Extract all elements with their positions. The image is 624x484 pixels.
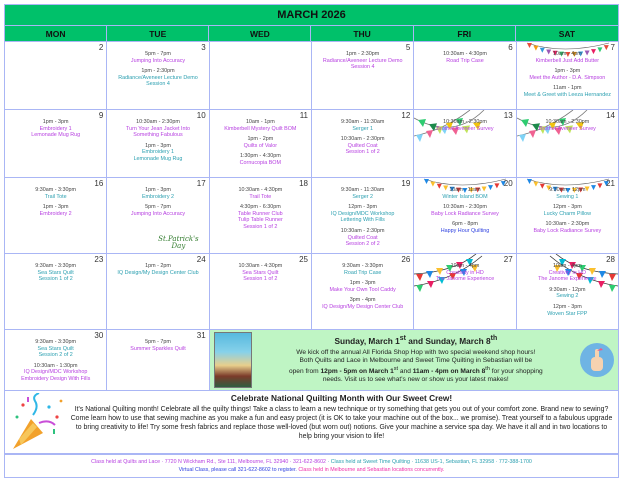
day-cell[interactable]	[517, 254, 619, 330]
day-number: 20	[503, 179, 513, 188]
event[interactable]	[519, 304, 616, 317]
event-time: 3pm - 4pm	[349, 297, 376, 304]
promo-line-4: needs. Visit us to see what's new or show us your latest makes!	[322, 376, 509, 384]
event-title: Lemonade Mug Rug	[31, 132, 81, 139]
day-number: 12	[401, 111, 411, 120]
event[interactable]	[212, 187, 309, 200]
event-title: Brother Aveneer Survey	[538, 125, 596, 132]
promo-line-1: We kick off the annual All Florida Shop Hop with two special weekend shop hours!	[296, 348, 536, 356]
day-number: 6	[508, 43, 513, 52]
event[interactable]	[416, 221, 513, 234]
event[interactable]	[314, 187, 411, 200]
day-cell[interactable]	[312, 254, 414, 330]
event-time: 10:30am - 1:30pm	[33, 362, 78, 369]
event-title: Trail Tote	[44, 193, 67, 200]
event-title: Embroidery 1	[39, 125, 72, 132]
event[interactable]	[314, 136, 411, 156]
event-time: 1pm - 2:30pm	[346, 51, 380, 57]
event-title: Session 4	[350, 64, 375, 71]
event-time: 9:30am - 11:30am	[340, 119, 385, 125]
event[interactable]	[416, 119, 513, 132]
event-title: Quilted Coat	[347, 142, 378, 149]
day-number: 21	[606, 179, 615, 188]
day-number: 30	[94, 331, 104, 340]
event[interactable]	[7, 263, 104, 283]
day-cell[interactable]	[5, 330, 107, 391]
event-title: Kimberbell Mystery Quilt BOM	[224, 125, 297, 132]
event-time: 9:30am - 11:30am	[340, 187, 385, 193]
event[interactable]	[519, 68, 616, 81]
event-title: Turn Your Jean Jacket Into	[126, 125, 190, 132]
event-title: Jumping Into Accuracy	[130, 210, 186, 217]
day-number: 2	[98, 43, 104, 52]
calendar-title: MARCH 2026	[4, 4, 619, 25]
day-number: 23	[94, 255, 104, 264]
event-time: 9:30am - 3:30pm	[35, 187, 77, 193]
day-cell[interactable]	[107, 178, 209, 254]
event[interactable]	[314, 204, 411, 224]
bunting-decoration	[414, 110, 516, 156]
event[interactable]	[416, 187, 513, 200]
day-cell[interactable]	[107, 254, 209, 330]
celebrate-text	[69, 393, 614, 441]
event[interactable]	[7, 187, 104, 200]
day-cell[interactable]	[5, 254, 107, 330]
legend-melbourne: Class held at Quilts and Lace · 7720 N Wickham Rd., Ste 111, Melbourne, FL 32940 · 321-622-8602	[91, 459, 327, 465]
event-title: Session 4	[146, 81, 170, 88]
event-title: Session 1 of 2	[243, 276, 278, 283]
day-number: 24	[196, 255, 206, 264]
event-time: 9:30am - 3:30pm	[35, 263, 77, 269]
event-title: Road Trip Case	[343, 269, 382, 276]
day-number: 28	[606, 255, 615, 264]
event-title: Kimberbell Just Add Butter	[535, 57, 600, 64]
party-popper-icon	[9, 393, 69, 451]
day-cell[interactable]	[210, 110, 312, 178]
event-title: Radiance/Aveneer Lecture Demo	[118, 74, 198, 81]
event-title: Session 2 of 2	[345, 241, 380, 248]
event-time: 6pm - 8pm	[452, 221, 478, 228]
event-time: 1pm - 2pm	[247, 136, 274, 143]
day-number: 27	[503, 255, 513, 264]
event-title: Summer Sparkles Quilt	[130, 345, 186, 352]
event-title: Serger 2	[352, 193, 373, 200]
event-time: 12pm - 3pm	[552, 303, 582, 310]
event-title: The Janome Experience	[538, 276, 597, 283]
day-cell[interactable]	[107, 42, 209, 110]
day-number: 31	[196, 331, 206, 340]
celebrate-banner	[4, 391, 619, 454]
event-time: 10:30am - 2:30pm	[545, 221, 590, 228]
event[interactable]	[7, 339, 104, 359]
event[interactable]	[314, 297, 411, 310]
day-number: 26	[401, 255, 411, 264]
reminder-finger-icon	[580, 343, 614, 377]
event[interactable]	[109, 68, 206, 88]
event-title: Sewing 2	[556, 293, 579, 300]
day-number: 18	[299, 179, 308, 188]
day-number: 10	[196, 111, 206, 120]
event-title: Woven Star FPP	[547, 310, 588, 317]
event[interactable]	[212, 263, 309, 283]
event-time: 10:30am - 2:30pm	[545, 119, 590, 125]
event-title: IQ Design/My Design Center Club	[117, 269, 199, 276]
event[interactable]	[519, 204, 616, 217]
event-title: Embroidery 2	[141, 193, 175, 200]
day-cell[interactable]	[107, 330, 209, 391]
event[interactable]	[519, 287, 616, 300]
event-title: Creativity in HD	[446, 269, 484, 276]
event-time: 10:30am - 4:30pm	[238, 187, 283, 193]
event[interactable]	[519, 263, 616, 283]
event-title: IQ Design/MDC Workshop	[330, 210, 395, 217]
event-time: 10am - 4pm	[552, 263, 582, 269]
celebrate-title: Celebrate National Quilting Month with Our Sweet Crew!	[230, 393, 453, 403]
event[interactable]	[7, 363, 104, 383]
event-title: Session 1 of 2	[38, 276, 73, 283]
weekday-wed: WED	[209, 26, 311, 41]
event-title: Radiance/Aveneer Lecture Demo	[322, 57, 403, 64]
event-title: Cornucopia BOM	[239, 159, 281, 166]
event[interactable]	[314, 228, 411, 248]
day-number: 17	[196, 179, 206, 188]
promo-line-2: Both Quilts and Lace in Melbourne and Sweet Time Quilting in Sebastian will be	[299, 357, 533, 365]
day-number: 9	[98, 111, 104, 120]
event-title: Session 1 of 2	[243, 223, 278, 230]
event-time: 10am - 4pm	[450, 263, 480, 269]
event-time: 10:30am - 2:30pm	[443, 204, 487, 211]
promo-text	[252, 335, 580, 384]
event-time: 1pm - 2pm	[145, 263, 171, 269]
event-title: Table Runner Club	[238, 210, 283, 217]
event-time: 12pm - 3pm	[348, 204, 378, 211]
event-time: 9:30am - 12pm	[549, 286, 586, 293]
event-title: Happy Hour Quilting	[440, 227, 490, 234]
event[interactable]	[519, 187, 616, 200]
promo-title: Sunday, March 1st and Sunday, March 8th	[334, 335, 498, 347]
day-cell[interactable]	[210, 254, 312, 330]
day-cell[interactable]	[414, 254, 516, 330]
weekday-thu: THU	[311, 26, 413, 41]
event[interactable]	[519, 119, 616, 132]
event-title: IQ Design/MDC Workshop	[23, 369, 88, 376]
day-number: 16	[94, 179, 104, 188]
event-time: 10:30am - 4:30pm	[443, 51, 487, 57]
event-title: Sewing 1	[556, 193, 579, 200]
event-title: Trail Tote	[249, 193, 272, 200]
day-number: 14	[606, 111, 615, 120]
event[interactable]	[212, 136, 309, 149]
calendar-grid	[4, 42, 619, 391]
event[interactable]	[109, 51, 206, 64]
day-cell[interactable]	[517, 178, 619, 254]
event-title: Make Your Own Tool Caddy	[329, 286, 396, 293]
weekday-sat: SAT	[558, 28, 576, 39]
legend-separator: ·	[326, 459, 331, 465]
event-title: Brother Aveneer Survey	[436, 125, 494, 132]
promo-line-3: open from 12pm - 5pm on March 1st and 11am - 4pm on March 8th for your shopping	[288, 365, 543, 375]
event-time: 4:30pm - 6:30pm	[239, 204, 281, 211]
event-time: 1pm - 2:30pm	[141, 68, 175, 75]
location-legend	[4, 454, 619, 478]
celebrate-body: It's National Quilting month! Celebrate all the quilty things! Take a class to learn a new technique or try something that gets you out of your comfort zone. Brand new to sewing? Come learn how to use that sewing machine as you make a fun and easy project (it is OK to take your machine out of the box... we promise). Treat yourself to a fabulous upgrade to bring creativity to life! Try some fresh fabrics and replace those well-loved (but worn out) notions. Give your machine a service spa day. We have it all and in two locations to help bring your vision to life!	[70, 405, 613, 441]
event-time: 10:30am - 2:30pm	[136, 119, 180, 125]
event-time: 10:30am - 2:30pm	[340, 136, 385, 143]
event[interactable]	[314, 51, 411, 71]
event-title: Creativity in HD	[548, 269, 587, 276]
day-number: 3	[201, 43, 206, 52]
event[interactable]	[7, 119, 104, 139]
event-time: 9:30am - 3:30pm	[342, 263, 384, 269]
event-title: Lemonade Mug Rug	[133, 155, 183, 162]
event-title: Embroidery Design With Fills	[21, 375, 91, 382]
day-cell[interactable]	[5, 42, 107, 110]
event-title: Meet & Greet with Leeza Hernandez	[523, 91, 611, 98]
event-time: 11am - 1pm	[553, 85, 582, 92]
event-time: 10am - 1pm	[245, 119, 275, 125]
event-time: 1pm - 3pm	[42, 119, 69, 125]
weekday-header	[4, 25, 619, 42]
day-cell[interactable]	[414, 110, 516, 178]
day-cell[interactable]	[517, 42, 619, 110]
event[interactable]	[109, 143, 206, 163]
day-cell[interactable]	[5, 110, 107, 178]
day-cell[interactable]	[517, 110, 619, 178]
event-title: Sea Stars Quilt	[242, 269, 279, 276]
event[interactable]	[109, 263, 206, 276]
event-title: Session 2 of 2	[38, 352, 73, 359]
event[interactable]	[7, 204, 104, 217]
day-cell[interactable]	[312, 110, 414, 178]
event[interactable]	[416, 263, 513, 283]
event-time: 5pm - 7pm	[145, 339, 171, 345]
weekday-mon: MON	[5, 26, 107, 41]
event-time: 5pm - 7pm	[145, 204, 171, 211]
event[interactable]	[314, 263, 411, 276]
event[interactable]	[519, 51, 616, 64]
event-title: Something Fabulous	[133, 132, 183, 139]
day-cell[interactable]	[414, 42, 516, 110]
legend-both: Class held in Melbourne and Sebastian locations concurrently.	[296, 466, 445, 473]
event[interactable]	[519, 221, 616, 234]
bunting-decoration	[517, 110, 619, 156]
event-time: 5pm - 7pm	[145, 51, 171, 57]
event[interactable]	[519, 85, 616, 98]
event[interactable]	[109, 187, 206, 200]
event-time: 1pm - 3pm	[145, 142, 171, 149]
event-title: Embroidery 2	[39, 210, 72, 217]
event-time: 9:30am - 3:30pm	[35, 339, 77, 345]
event-title: Baby Lock Radiance Survey	[431, 210, 499, 217]
day-number: 13	[503, 111, 513, 120]
event[interactable]	[109, 339, 206, 352]
legend-virtual: Virtual Class, please call 321-622-8602 to register.	[178, 466, 297, 473]
calendar	[4, 4, 619, 478]
event-title: Quilted Coat	[347, 234, 378, 241]
legend-sebastian: Class held at Sweet Time Quilting · 11638 US-1, Sebastian, FL 32958 · 772-388-1700	[330, 459, 532, 465]
day-number: 11	[299, 111, 308, 120]
weekday-tue: TUE	[107, 26, 209, 41]
event-title: Quilts of Valor	[243, 142, 278, 149]
event-title: Lettering With Fills	[340, 217, 385, 224]
event-time: 1pm - 3pm	[42, 204, 69, 211]
event-time: 12pm - 3pm	[552, 204, 582, 211]
event-time: 10am - 11am	[449, 187, 481, 193]
event-title: IQ Design/My Design Center Club	[322, 303, 404, 310]
day-number: 7	[610, 43, 615, 52]
day-cell[interactable]	[414, 178, 516, 254]
event-title: Jumping Into Accuracy	[130, 57, 186, 64]
event-time: 1pm - 3pm	[349, 280, 376, 287]
event-title: Lucky Charm Pillow	[543, 210, 591, 217]
day-number: 19	[401, 179, 411, 188]
event-title: Sea Stars Quilt	[37, 345, 74, 352]
day-number: 5	[405, 43, 411, 52]
day-cell[interactable]	[107, 110, 209, 178]
event-time: 10:30am - 4:30pm	[238, 263, 283, 269]
event-time: 10am - 4pm	[552, 51, 582, 57]
event-title: Sea Stars Quilt	[37, 269, 74, 276]
weekday-fri: FRI	[414, 26, 516, 41]
day-cell[interactable]	[312, 42, 414, 110]
event[interactable]	[212, 204, 309, 230]
st-patricks-day-graphic: St.Patrick's Day	[158, 235, 199, 250]
event-title: Embroidery 1	[141, 149, 175, 156]
event[interactable]	[416, 204, 513, 217]
event-title: Tulip Table Runner	[237, 217, 283, 224]
event[interactable]	[109, 119, 206, 139]
event[interactable]	[416, 51, 513, 64]
event[interactable]	[314, 119, 411, 132]
event-time: 1pm - 3pm	[145, 187, 171, 193]
event-time: 9:30am - 12pm	[549, 187, 586, 193]
event-time: 10:30am - 2:30pm	[340, 227, 385, 234]
day-cell[interactable]	[5, 178, 107, 254]
day-cell[interactable]	[210, 178, 312, 254]
event-title: Winter Island BOM	[442, 193, 488, 200]
day-cell[interactable]	[210, 42, 312, 110]
event-time: 1pm - 3pm	[554, 68, 581, 75]
event[interactable]	[212, 153, 309, 166]
event[interactable]	[314, 280, 411, 293]
event[interactable]	[212, 119, 309, 132]
event-title: Baby Lock Radiance Survey	[533, 227, 602, 234]
event-title: The Janome Experience	[435, 276, 495, 283]
event-title: Meet the Author - D.A. Simpson	[529, 74, 606, 81]
day-number: 25	[299, 255, 308, 264]
shop-hop-magazine-image	[214, 332, 252, 388]
shop-hop-promo	[210, 330, 619, 391]
event-time: 1:30pm - 4:30pm	[239, 153, 281, 160]
day-cell[interactable]	[312, 178, 414, 254]
event-title: Session 1 of 2	[345, 149, 380, 156]
event[interactable]	[109, 204, 206, 217]
event-title: Road Trip Case	[446, 57, 484, 64]
event-title: Serger 1	[352, 125, 373, 132]
event-time: 10:30am - 2:30pm	[443, 119, 487, 125]
